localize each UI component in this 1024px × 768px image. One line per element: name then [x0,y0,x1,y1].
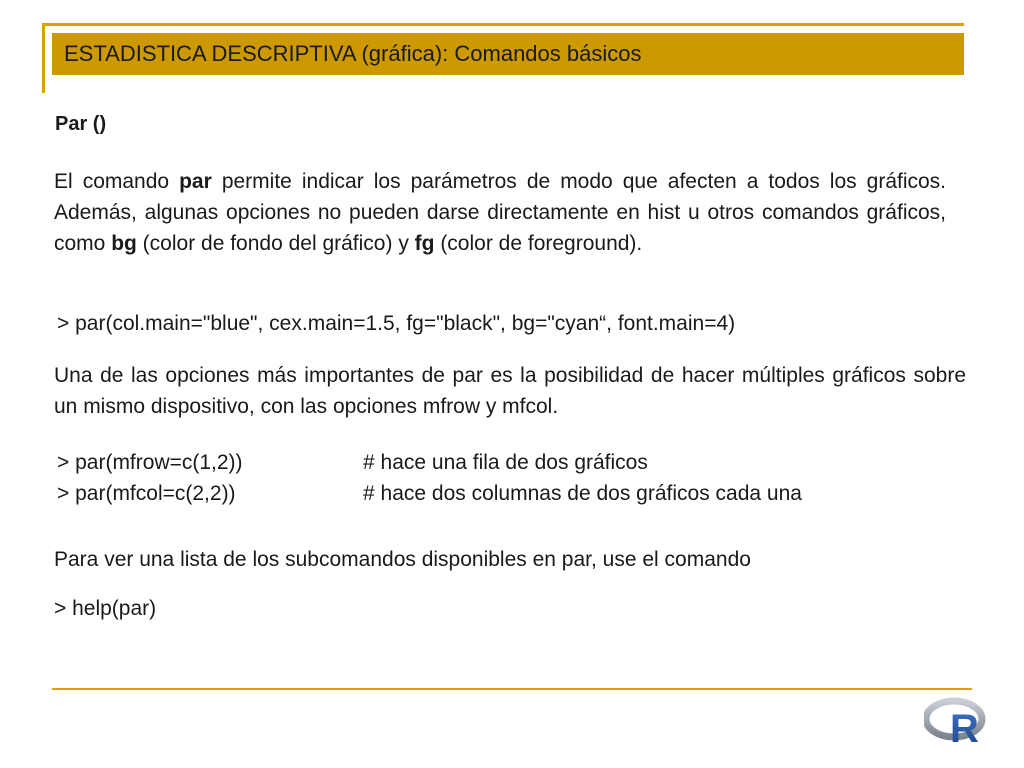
text-run: (color de foreground). [434,232,643,255]
slide-title: ESTADISTICA DESCRIPTIVA (gráfica): Comandos básicos [64,41,642,66]
bottom-rule [52,688,972,690]
command-par-example: > par(col.main="blue", cex.main=1.5, fg="black", bg="cyan“, font.main=4) [57,312,736,335]
r-logo-icon [924,697,988,747]
frame-top-rule [42,23,964,26]
paragraph-help-hint: Para ver una lista de los subcomandos disponibles en par, use el comando [54,548,751,571]
keyword-par: par [179,170,212,193]
text-run: El comando [54,170,180,193]
paragraph-multiple-plots: Una de las opciones más importantes de par es la posibilidad de hacer múltiples gráficos sobre un mismo dispositivo, con las opciones mfrow y mfcol. [54,364,966,418]
title-bar [52,33,964,75]
paragraph-par-intro [54,166,946,259]
text-run: (color de fondo del gráfico) y [136,232,415,255]
text-run: permite indicar los parámetros de modo que afecten a todos los gráficos. Además, algunas opciones no pueden darse directamente en hist u otros comandos gráficos, como [54,170,947,255]
frame-left-rule [42,23,45,93]
command-row-mfcol [57,478,802,509]
command-code: > par(mfcol=c(2,2)) [57,482,236,505]
command-help: > help(par) [54,597,157,620]
command-code: > par(mfrow=c(1,2)) [57,451,243,474]
command-comment: # hace una fila de dos gráficos [363,451,648,474]
r-logo-letter: R [950,707,979,747]
command-row-mfrow [57,447,648,478]
command-comment: # hace dos columnas de dos gráficos cada una [363,482,802,505]
section-subtitle: Par () [55,113,107,135]
keyword-fg: fg [414,232,435,255]
keyword-bg: bg [111,232,137,255]
